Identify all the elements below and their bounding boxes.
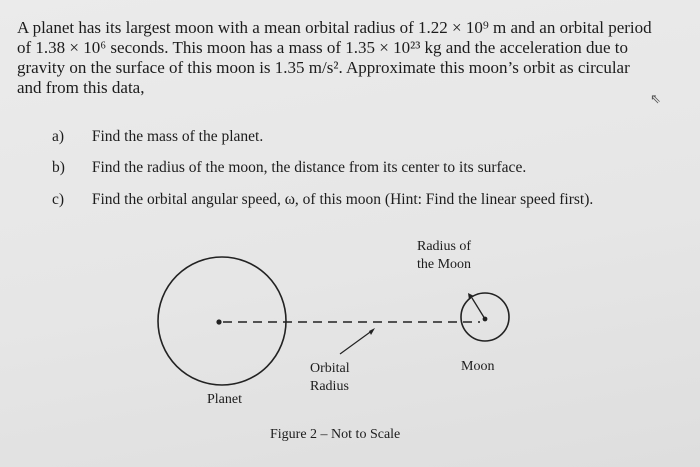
- question-b-text: Find the radius of the moon, the distance from its center to its surface.: [91, 159, 527, 176]
- orbital-radius-label: Orbital Radius: [310, 361, 350, 394]
- problem-line-3: gravity on the surface of this moon is 1.35 m/s². Approximate this moon’s orbit as circular: [17, 58, 630, 77]
- problem-line-1: A planet has its largest moon with a mean orbital radius of 1.22 × 10⁹ m and an orbital period: [17, 18, 652, 37]
- planet-label: Planet: [207, 392, 242, 407]
- question-a-text: Find the mass of the planet.: [91, 128, 264, 145]
- mouse-cursor-icon: ⇖: [650, 92, 661, 107]
- orbital-label-arrow: [340, 330, 373, 354]
- problem-line-4: and from this data,: [17, 78, 145, 97]
- orbital-label-arrowhead: [369, 328, 375, 335]
- question-c-label: c): [52, 191, 65, 208]
- question-a-label: a): [52, 128, 65, 145]
- radius-of-moon-label: Radius of the Moon: [417, 239, 472, 272]
- question-b-label: b): [52, 159, 65, 176]
- planet-center-dot: [216, 319, 221, 324]
- problem-line-2: of 1.38 × 10⁶ seconds. This moon has a mass of 1.35 × 10²³ kg and the acceleration due to: [17, 38, 628, 57]
- figure-caption: Figure 2 – Not to Scale: [270, 427, 401, 442]
- planet-circle: [158, 257, 286, 385]
- question-c-text: Find the orbital angular speed, ω, of this moon (Hint: Find the linear speed first).: [91, 191, 594, 208]
- moon-radius-arrow: [472, 298, 485, 319]
- moon-label: Moon: [461, 359, 495, 374]
